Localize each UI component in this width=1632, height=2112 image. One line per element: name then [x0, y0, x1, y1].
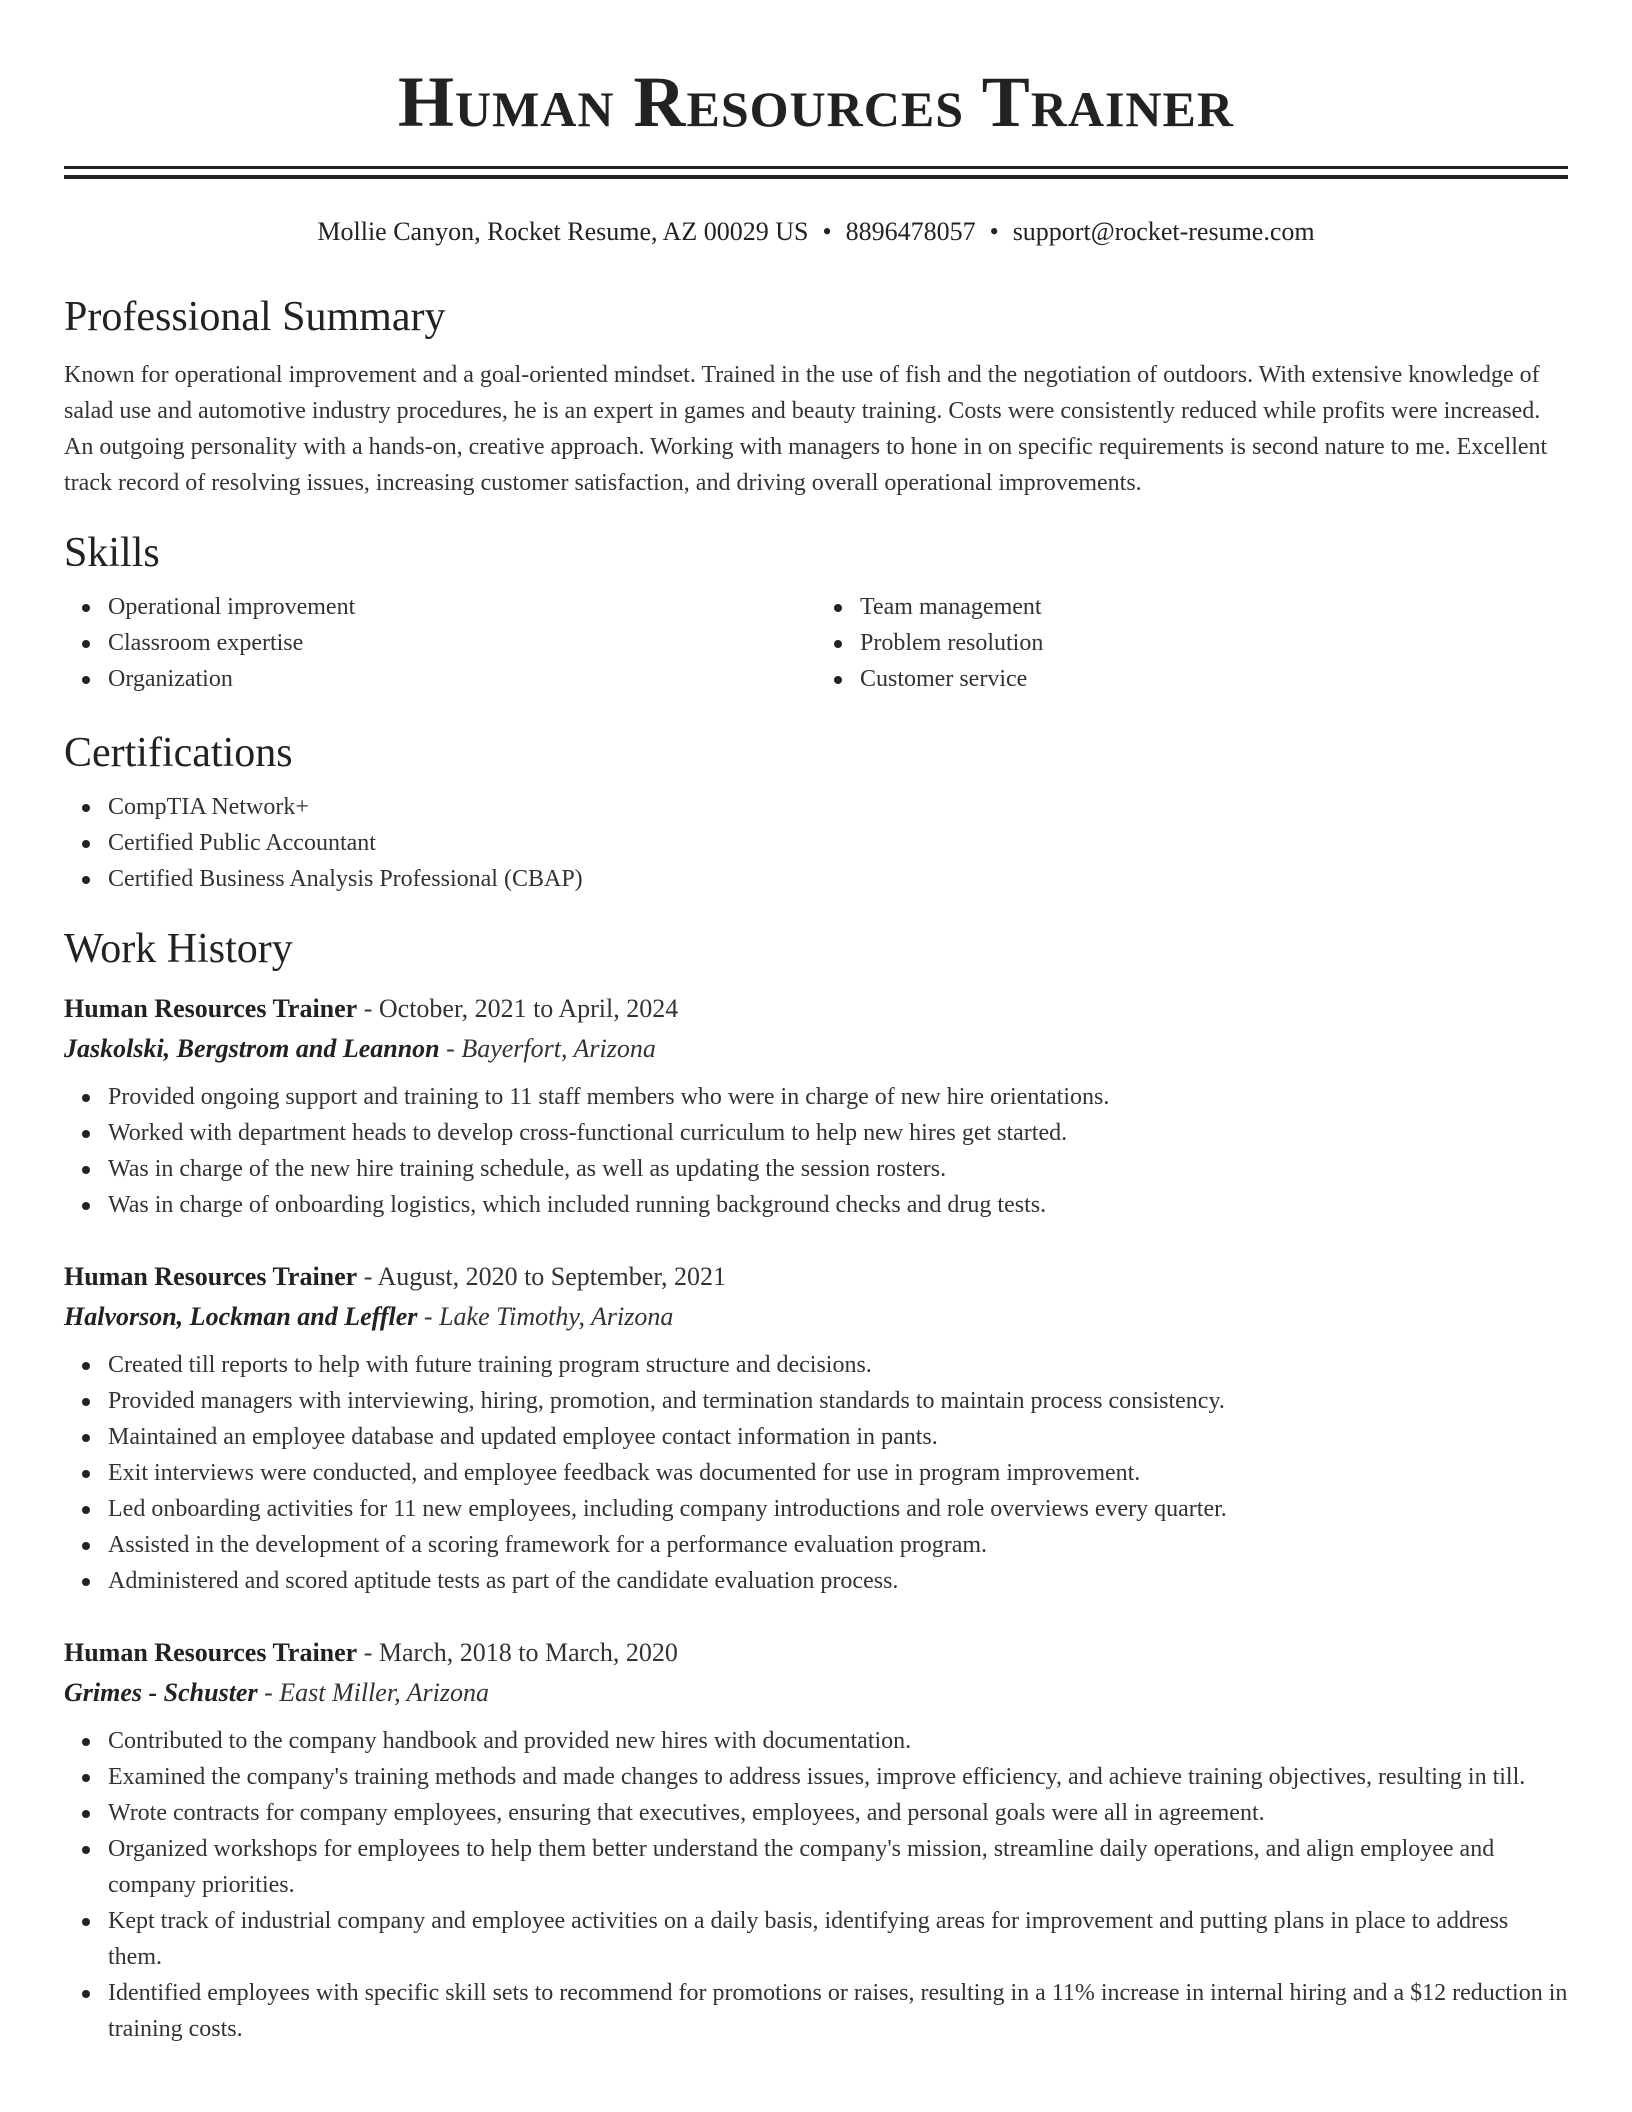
contact-phone: 8896478057 — [845, 217, 976, 246]
job-dates: August, 2020 to September, 2021 — [377, 1262, 726, 1291]
contact-address: Mollie Canyon, Rocket Resume, AZ 00029 US — [317, 217, 809, 246]
resume-page — [64, 0, 1568, 2047]
job-bullet: Contributed to the company handbook and provided new hires with documentation. — [108, 1723, 1568, 1759]
job-bullet: Kept track of industrial company and employee activities on a daily basis, identifying areas for improvement and putting plans in place to address them. — [108, 1903, 1568, 1975]
certification-item: Certified Public Accountant — [108, 825, 1568, 861]
certifications-heading: Certifications — [64, 730, 293, 776]
job-dates: October, 2021 to April, 2024 — [378, 994, 679, 1023]
job-location: East Miller, Arizona — [279, 1678, 489, 1707]
job-bullet: Was in charge of the new hire training schedule, as well as updating the session rosters. — [108, 1151, 1568, 1187]
summary-text: Known for operational improvement and a goal-oriented mindset. Trained in the use of fish and the negotiation of outdoors. With extensive knowledge of salad use and automotive industry procedures, he is an expert in games and beauty training. Costs were consistently reduced while profits were increased. An outgoing personality with a hands-on, creative approach. Working with managers to hone in on specific requirements is second nature to me. Excellent track record of resolving issues, increasing customer satisfaction, and driving overall operational improvements. — [64, 362, 1548, 496]
job-bullet: Wrote contracts for company employees, ensuring that executives, employees, and personal goals were all in agreement. — [108, 1795, 1568, 1831]
job-separator: - — [357, 1638, 379, 1667]
job-bullet: Examined the company's training methods and made changes to address issues, improve efficiency, and achieve training objectives, resulting in till. — [108, 1759, 1568, 1795]
title-divider-top — [64, 166, 1568, 169]
job-title: Human Resources Trainer — [64, 1638, 358, 1667]
skill-item: Problem resolution — [860, 625, 1568, 661]
skills-grid — [64, 589, 1568, 697]
resume-title: Human Resources Trainer — [397, 62, 1234, 142]
skills-list-right — [816, 589, 1568, 697]
job-title: Human Resources Trainer — [64, 1262, 358, 1291]
job-separator: - — [257, 1678, 280, 1707]
job-entry — [64, 989, 1568, 1223]
job-dates: March, 2018 to March, 2020 — [378, 1638, 678, 1667]
job-bullet: Identified employees with specific skill sets to recommend for promotions or raises, resulting in a 11% increase in internal hiring and a $12 reduction in training costs. — [108, 1975, 1568, 2047]
job-title: Human Resources Trainer — [64, 994, 358, 1023]
job-location: Lake Timothy, Arizona — [439, 1302, 674, 1331]
job-separator: - — [439, 1034, 462, 1063]
contact-line — [64, 215, 1568, 249]
job-bullet: Provided managers with interviewing, hiring, promotion, and termination standards to maintain process consistency. — [108, 1383, 1568, 1419]
title-divider-bottom — [64, 175, 1568, 179]
work-history-heading: Work History — [64, 926, 293, 972]
job-bullet: Created till reports to help with future training program structure and decisions. — [108, 1347, 1568, 1383]
certification-item: Certified Business Analysis Professional (CBAP) — [108, 861, 1568, 897]
skill-item: Classroom expertise — [108, 625, 816, 661]
job-title-line — [64, 1257, 1568, 1297]
certifications-list — [64, 789, 1568, 897]
skills-heading: Skills — [64, 530, 160, 576]
certification-item: CompTIA Network+ — [108, 789, 1568, 825]
job-bullet-list — [64, 1723, 1568, 2047]
job-company-line — [64, 1673, 1568, 1713]
job-bullet: Was in charge of onboarding logistics, which included running background checks and drug tests. — [108, 1187, 1568, 1223]
job-separator: - — [417, 1302, 440, 1331]
job-bullet-list — [64, 1347, 1568, 1599]
job-bullet-list — [64, 1079, 1568, 1223]
skill-item: Organization — [108, 661, 816, 697]
job-bullet: Worked with department heads to develop cross-functional curriculum to help new hires get started. — [108, 1115, 1568, 1151]
contact-separator: • — [989, 217, 999, 246]
job-bullet: Maintained an employee database and updated employee contact information in pants. — [108, 1419, 1568, 1455]
job-title-line — [64, 989, 1568, 1029]
job-separator: - — [357, 994, 379, 1023]
job-bullet: Assisted in the development of a scoring framework for a performance evaluation program. — [108, 1527, 1568, 1563]
job-separator: - — [357, 1262, 378, 1291]
job-bullet: Led onboarding activities for 11 new employees, including company introductions and role overviews every quarter. — [108, 1491, 1568, 1527]
skill-item: Team management — [860, 589, 1568, 625]
job-entry — [64, 1633, 1568, 2047]
skill-item: Operational improvement — [108, 589, 816, 625]
summary-heading: Professional Summary — [64, 294, 446, 340]
skill-item: Customer service — [860, 661, 1568, 697]
job-location: Bayerfort, Arizona — [461, 1034, 656, 1063]
contact-email: support@rocket-resume.com — [1012, 217, 1315, 246]
job-company-line — [64, 1297, 1568, 1337]
job-bullet: Administered and scored aptitude tests as part of the candidate evaluation process. — [108, 1563, 1568, 1599]
job-company: Halvorson, Lockman and Leffler — [64, 1302, 418, 1331]
job-bullet: Provided ongoing support and training to 11 staff members who were in charge of new hire orientations. — [108, 1079, 1568, 1115]
job-bullet: Organized workshops for employees to help them better understand the company's mission, streamline daily operations, and align employee and company priorities. — [108, 1831, 1568, 1903]
job-title-line — [64, 1633, 1568, 1673]
job-company-line — [64, 1029, 1568, 1069]
job-company: Jaskolski, Bergstrom and Leannon — [64, 1034, 440, 1063]
job-entry — [64, 1257, 1568, 1599]
contact-separator: • — [822, 217, 832, 246]
job-company: Grimes - Schuster — [64, 1678, 258, 1707]
skills-list-left — [64, 589, 816, 697]
job-bullet: Exit interviews were conducted, and employee feedback was documented for use in program improvement. — [108, 1455, 1568, 1491]
